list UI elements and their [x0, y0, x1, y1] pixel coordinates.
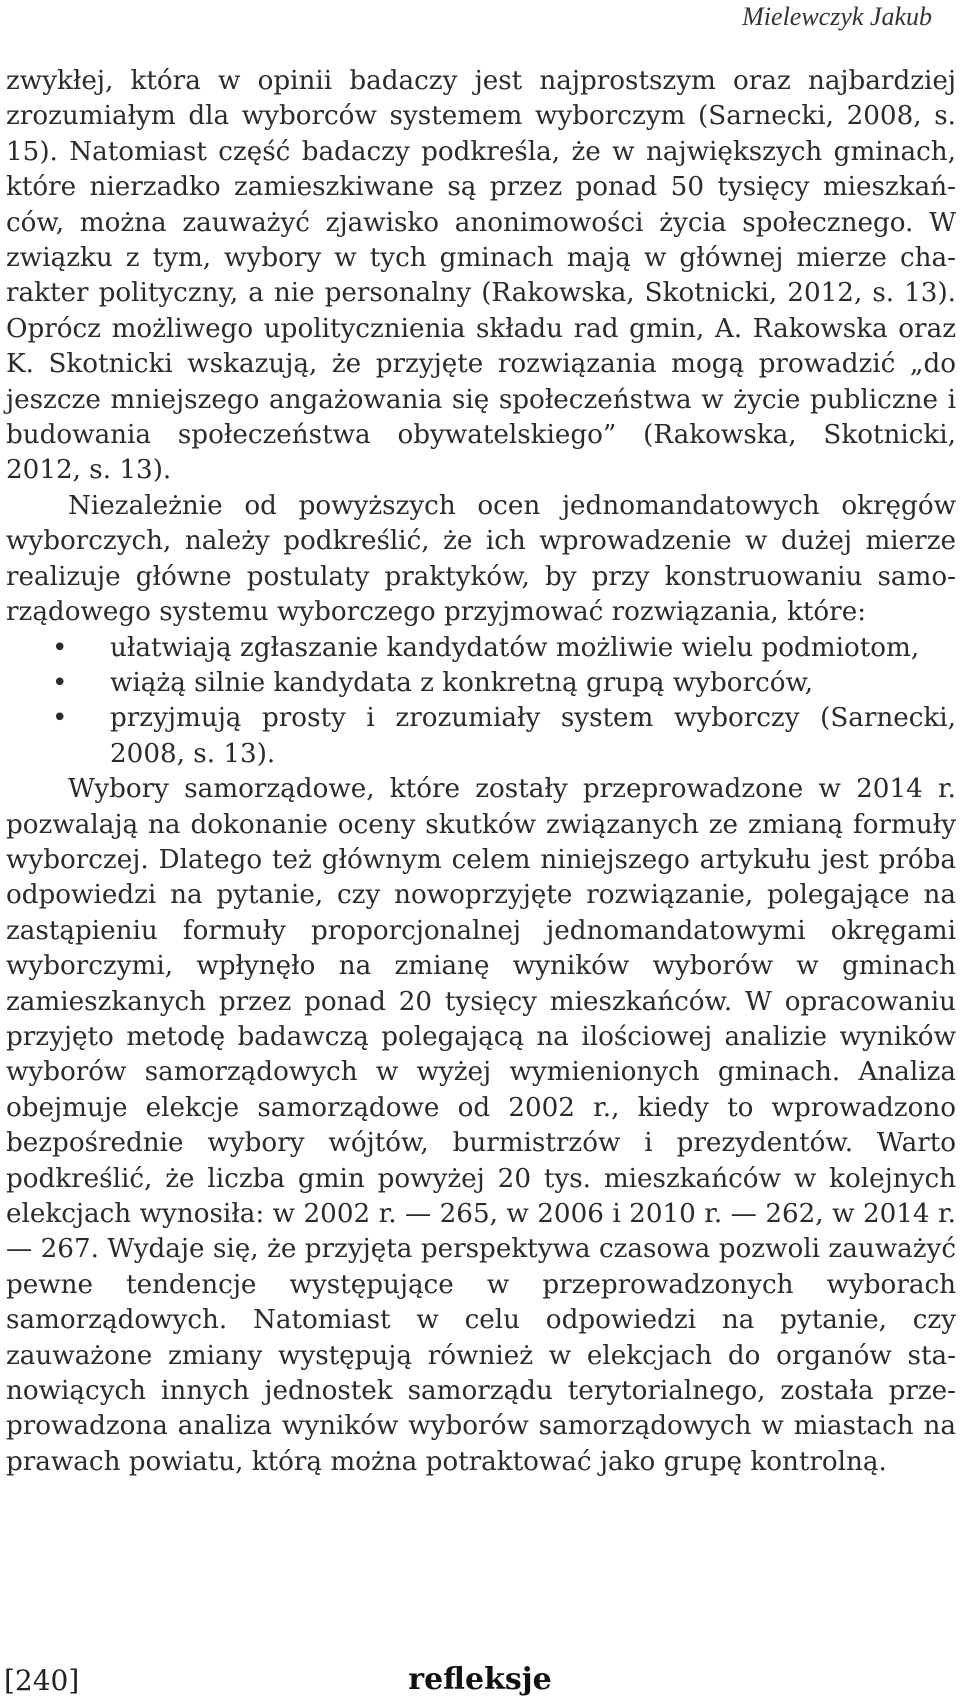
list-item — [6, 701, 956, 772]
list-item-text: wiążą silnie kandydata z konkretną grupą wyborców, — [110, 667, 814, 698]
postulates-list — [6, 631, 956, 773]
list-item-text: przyjmują prosty i zrozumiały system wyborczy (Sarnecki, 2008, s. 13). — [110, 703, 956, 769]
list-item — [6, 631, 956, 666]
paragraph-continuation: zwykłej, która w opinii badaczy jest najprostszym oraz najbardziej zrozumiałym dla wyborców systemem wyborczym (Sarnecki, 2008, s. 15). Natomiast część badaczy podkreśla, że w największych gminach, które nierzadko zamieszkiwane są przez ponad 50 tysięcy mieszkańców, można zauważyć zjawisko anonimowości życia społecznego. W związku z tym, wybory w tych gminach mają w głównej mierze charakter polityczny, a nie personalny (Rakowska, Skotnicki, 2012, s. 13). Oprócz możliwego upolitycznienia składu rad gmin, A. Rakowska oraz K. Skotnicki wskazują, że przyjęte rozwiązania mogą prowadzić „do jeszcze mniejszego angażowania się społeczeństwa w życie publiczne i budowania społeczeństwa obywatelskiego” (Rakowska, Skotnicki, 2012, s. 13). — [6, 66, 956, 486]
paragraph-research-aim: Wybory samorządowe, które zostały przeprowadzone w 2014 r. pozwalają na dokonanie oceny skutków związanych ze zmianą formuły wyborczej. Dlatego też głównym celem niniejszego artykułu jest próba odpowiedzi na pytanie, czy nowoprzyjęte rozwiązanie, polegające na zastąpieniu formuły proporcjonalnej jednomandatowymi okręgami wyborczymi, wpłynęło na zmianę wyników wyborów w gminach zamieszkanych przez ponad 20 tysięcy mieszkańców. W opracowaniu przyjęto metodę badawczą polegającą na ilościowej analizie wyników wyborów samorządowych w wyżej wymienionych gminach. Analiza obejmuje elekcje samorządowe od 2002 r., kiedy to wprowadzono bezpośrednie wybory wójtów, burmistrzów i prezydentów. Warto podkreślić, że liczba gmin powyżej 20 tys. mieszkańców w kolejnych elekcjach wynosiła: w 2002 r. — 265, w 2006 i 2010 r. — 262, w 2014 r. — 267. Wydaje się, że przyjęta perspektywa czasowa pozwoli zauważyć pewne tendencje występujące w przeprowadzonych wyborach samorządowych. Natomiast w celu odpowiedzi na pytanie, czy zauważone zmiany występują również w elekcjach do organów stanowiących innych jednostek samorządu terytorialnego, została przeprowadzona analiza wyników wyborów samorządowych w miastach na prawach powiatu, którą można potraktować jako grupę kontrolną. — [6, 774, 956, 1477]
bullet-icon: • — [52, 632, 68, 663]
bullet-icon: • — [52, 667, 68, 698]
journal-title: refleksje — [408, 1662, 552, 1697]
article-body — [6, 64, 956, 1480]
page-number: [240] — [4, 1664, 80, 1697]
list-item-text: ułatwiają zgłaszanie kandydatów możliwie wielu podmiotom, — [110, 632, 920, 663]
running-head-author: Mielewczyk Jakub — [742, 2, 932, 31]
bullet-icon: • — [52, 703, 68, 734]
list-item — [6, 666, 956, 701]
paragraph-postulates-intro: Niezależnie od powyższych ocen jednomandatowych okręgów wyborczych, należy podkreślić, że ich wprowadzenie w dużej mierze realizuje główne postulaty praktyków, by przy konstruowaniu samorządowego systemu wyborczego przyjmować rozwiązania, które: — [6, 490, 956, 628]
